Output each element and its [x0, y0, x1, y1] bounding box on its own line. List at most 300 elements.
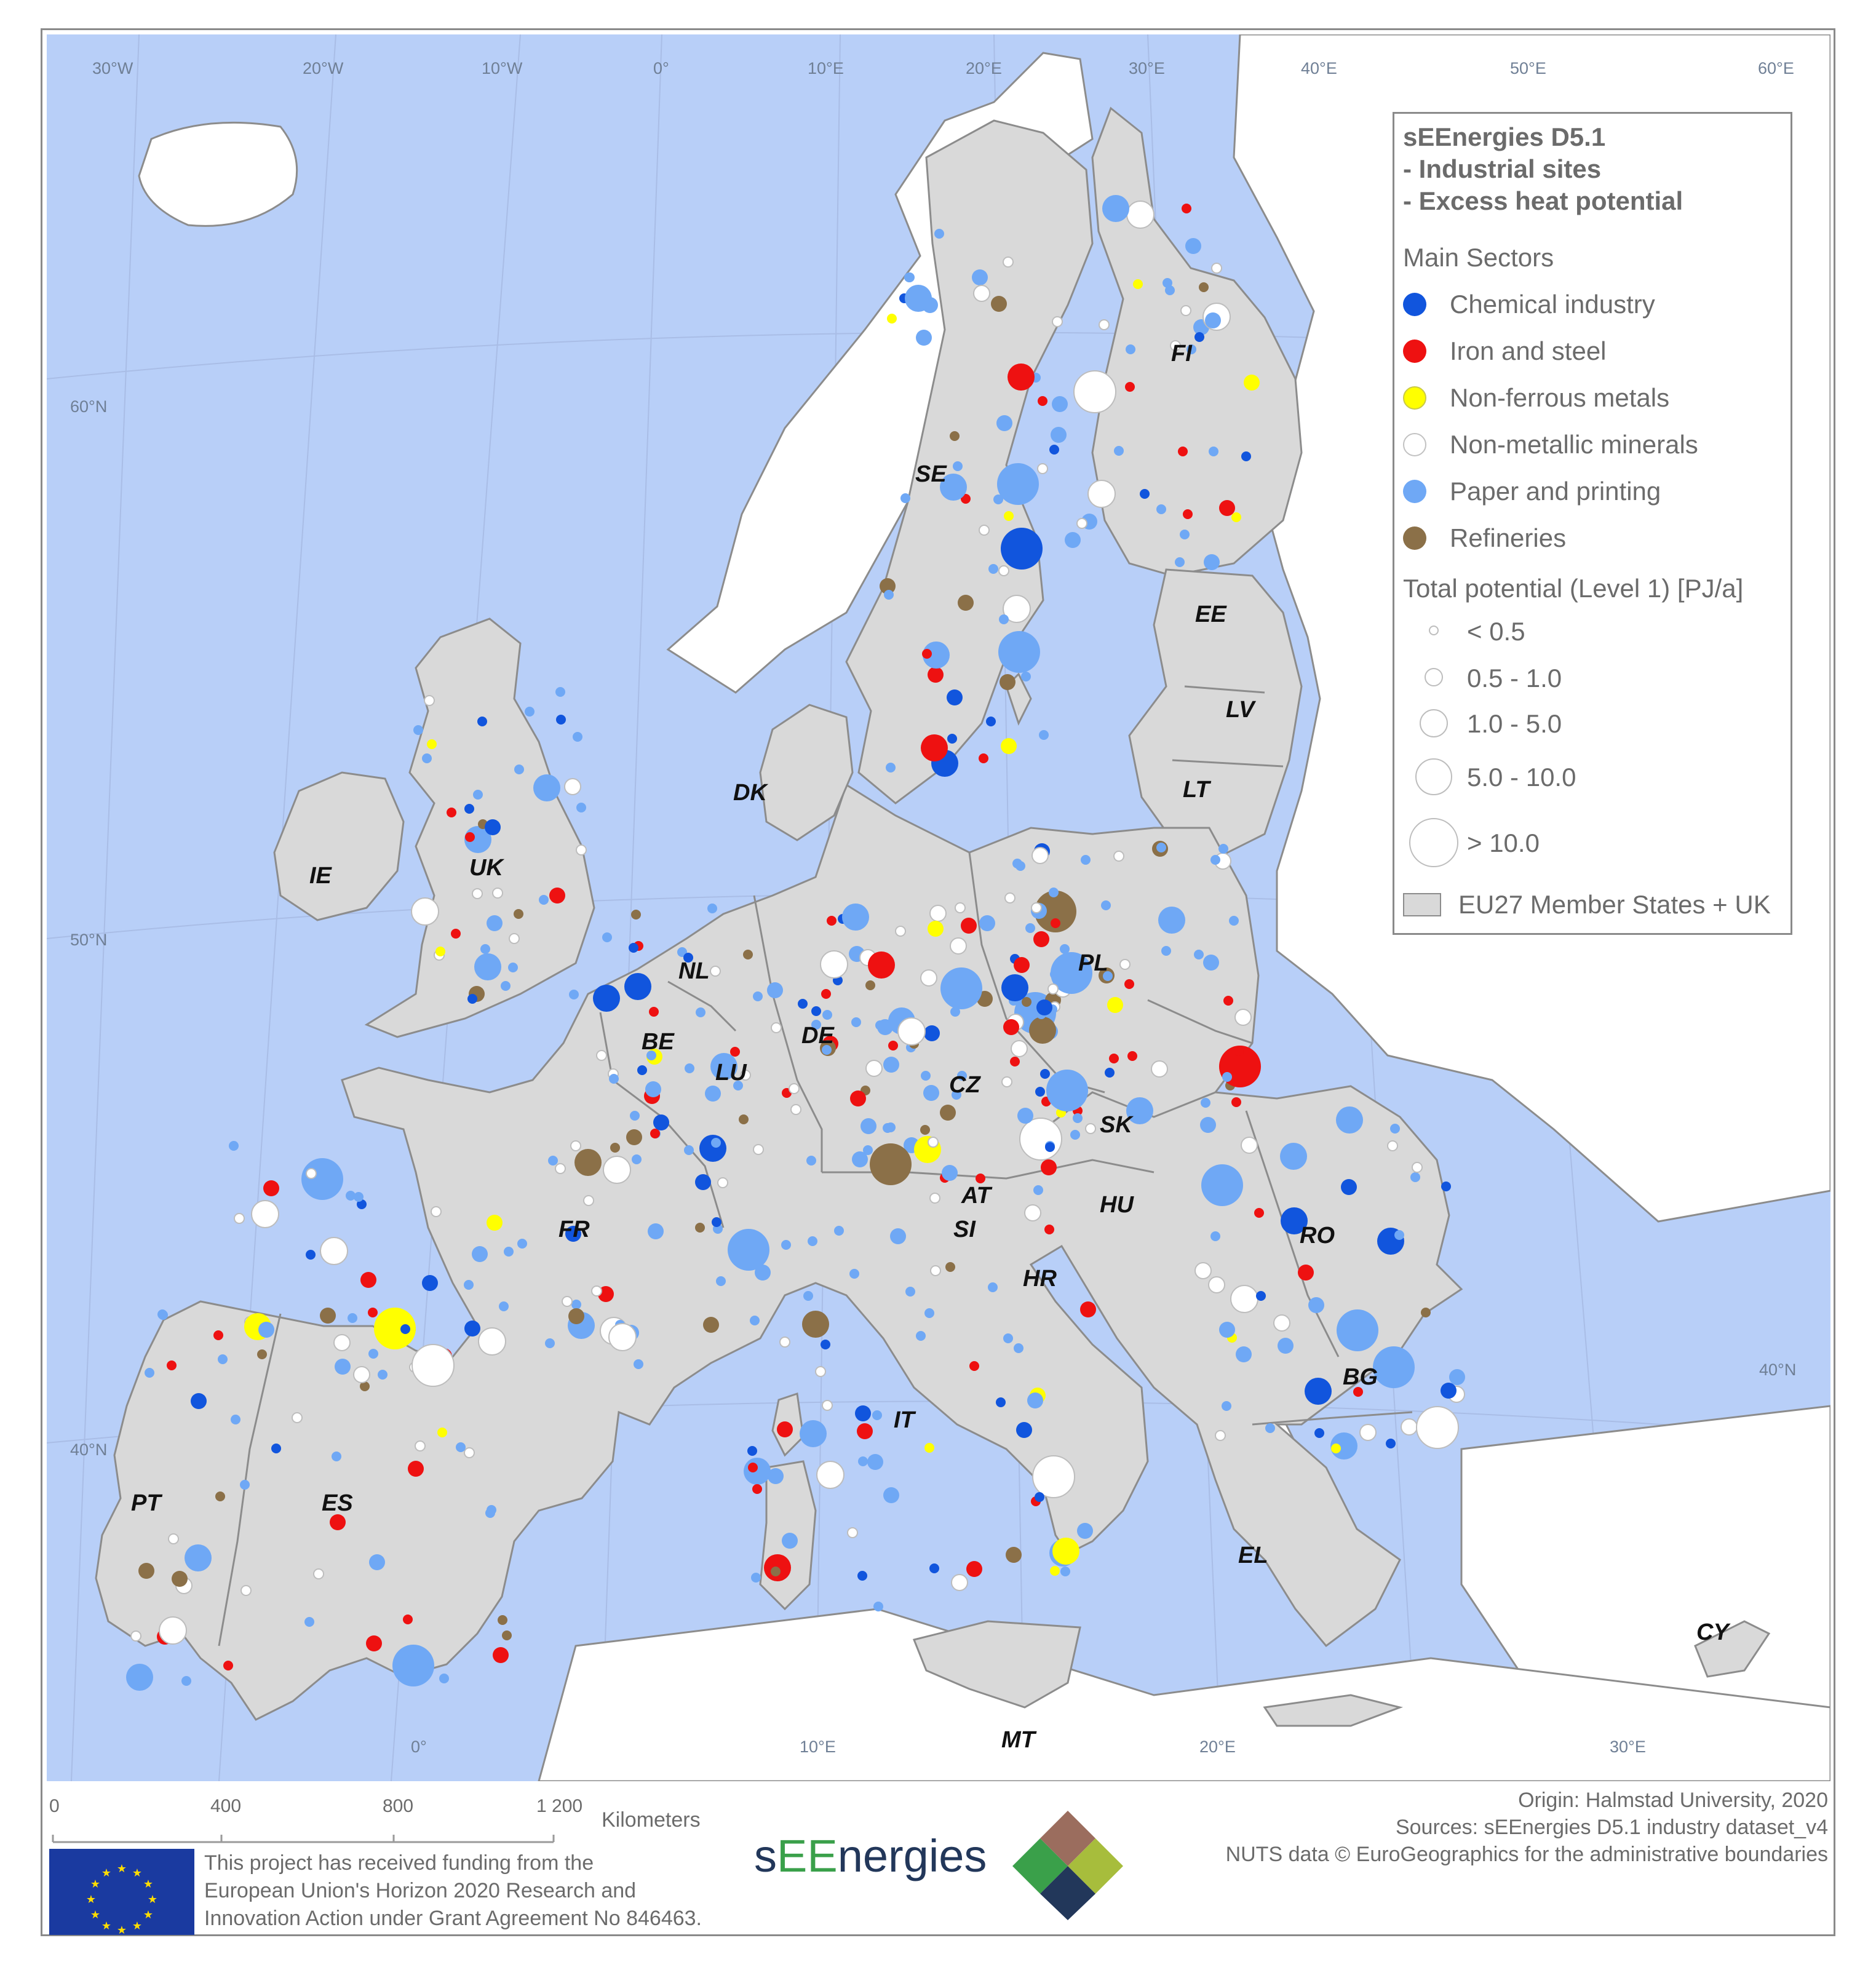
nonferrous-site-marker	[1004, 511, 1014, 521]
paper-site-marker	[514, 765, 524, 774]
paper-site-marker	[422, 753, 432, 763]
graticule-bottom-label: 10°E	[800, 1738, 836, 1756]
paper-site-marker	[921, 1071, 931, 1081]
nonferrous-site-marker	[1107, 997, 1123, 1013]
paper-site-marker	[185, 1544, 212, 1571]
steel-site-marker	[649, 1007, 659, 1017]
chemical-site-marker	[712, 1217, 721, 1227]
svg-text:★: ★	[85, 1893, 97, 1906]
graticule-top-label: 0°	[653, 59, 669, 77]
minerals-site-marker	[1215, 1431, 1225, 1440]
minerals-site-marker	[306, 1169, 316, 1178]
paper-site-marker	[923, 1085, 939, 1101]
nonferrous-site-marker	[1050, 1566, 1060, 1576]
paper-site-marker	[916, 1331, 926, 1341]
paper-site-marker	[1046, 1070, 1088, 1111]
chemical-site-marker	[1194, 332, 1204, 342]
size-circle-icon	[1409, 818, 1458, 867]
paper-site-marker	[858, 1456, 868, 1466]
nonferrous-site-marker	[887, 314, 897, 324]
legend-size-item	[1403, 659, 1562, 696]
country-label: BG	[1343, 1364, 1378, 1390]
steel-site-marker	[1041, 1159, 1057, 1175]
chemical-site-marker	[1105, 1068, 1115, 1078]
svg-text:★: ★	[143, 1908, 154, 1921]
paper-site-marker	[860, 1118, 876, 1134]
chemical-site-marker	[1341, 1179, 1357, 1195]
paper-site-marker	[707, 904, 717, 913]
refinery-site-marker	[703, 1317, 719, 1333]
paper-site-marker	[1156, 504, 1166, 514]
paper-site-marker	[126, 1664, 153, 1691]
minerals-site-marker	[1002, 1077, 1012, 1087]
steel-site-marker	[213, 1330, 223, 1340]
minerals-site-marker	[592, 1286, 602, 1296]
steel-site-marker	[1038, 396, 1047, 406]
chemical-site-marker	[1441, 1383, 1457, 1399]
legend-sector-label: Chemical industry	[1450, 290, 1655, 319]
credit-origin: Origin: Halmstad University, 2020	[1518, 1789, 1828, 1812]
paper-site-marker	[555, 687, 565, 697]
minerals-site-marker	[464, 1448, 474, 1458]
paper-site-marker	[905, 1287, 915, 1297]
steel-site-marker	[827, 916, 837, 926]
refinery-site-marker	[771, 1567, 781, 1576]
legend-member-states-item	[1403, 886, 1771, 923]
paper-site-marker	[304, 1617, 314, 1627]
minerals-site-marker	[866, 1060, 882, 1076]
paper-site-marker	[1280, 1143, 1307, 1170]
paper-site-marker	[886, 1122, 896, 1132]
minerals-site-marker	[252, 1201, 279, 1228]
paper-site-marker	[1201, 1098, 1210, 1108]
minerals-site-marker	[955, 903, 965, 913]
steel-site-marker	[167, 1360, 177, 1370]
chemical-site-marker	[1314, 1428, 1324, 1438]
steel-site-marker	[360, 1272, 376, 1288]
steel-site-marker	[451, 929, 461, 939]
paper-site-marker	[439, 1674, 449, 1683]
steel-site-marker	[1234, 1046, 1244, 1056]
nonferrous-site-marker	[924, 1443, 934, 1453]
minerals-site-marker	[562, 1297, 572, 1306]
nonferrous-site-marker	[487, 1215, 503, 1231]
paper-site-marker	[157, 1309, 167, 1319]
paper-site-marker	[1081, 855, 1091, 865]
paper-site-marker	[998, 631, 1040, 673]
nonferrous-site-marker	[928, 921, 944, 937]
paper-site-marker	[634, 1359, 643, 1369]
paper-site-marker	[979, 915, 995, 931]
minerals-site-marker	[1388, 1141, 1397, 1151]
paper-site-marker	[822, 1010, 832, 1020]
paper-site-marker	[348, 1313, 357, 1323]
minerals-site-marker	[930, 905, 946, 921]
paper-site-marker	[260, 1324, 270, 1333]
minerals-site-marker	[431, 1207, 441, 1217]
paper-site-marker	[1229, 916, 1239, 926]
chemical-site-marker	[857, 1571, 867, 1581]
legend-size-label: 0.5 - 1.0	[1467, 664, 1562, 693]
paper-site-marker	[1201, 1164, 1243, 1206]
minerals-site-marker	[921, 970, 937, 986]
refinery-site-marker	[138, 1563, 154, 1579]
nonferrous-site-marker	[1133, 279, 1143, 289]
minerals-site-marker	[1181, 306, 1191, 316]
chemical-site-marker	[1386, 1439, 1396, 1448]
minerals-site-marker	[1114, 851, 1124, 861]
minerals-site-marker	[584, 1196, 594, 1205]
paper-site-marker	[1194, 950, 1204, 959]
paper-site-marker	[229, 1141, 239, 1151]
country-label: IE	[309, 863, 332, 889]
chemical-site-marker	[855, 1405, 871, 1421]
chemical-site-marker	[947, 689, 963, 705]
steel-site-marker	[857, 1423, 873, 1439]
paper-site-marker	[767, 982, 783, 998]
paper-site-marker	[1236, 1346, 1252, 1362]
steel-site-marker	[1231, 1097, 1241, 1107]
minerals-site-marker	[241, 1586, 251, 1595]
paper-site-marker	[997, 463, 1039, 505]
chemical-site-marker	[924, 1025, 940, 1041]
minerals-site-marker	[1025, 1205, 1041, 1221]
paper-site-marker	[504, 1247, 514, 1257]
chemical-site-marker	[1035, 1492, 1044, 1502]
svg-text:★: ★	[132, 1920, 143, 1932]
chemical-site-marker	[400, 1324, 410, 1334]
paper-site-marker	[1161, 946, 1171, 956]
paper-site-marker	[1065, 532, 1081, 548]
paper-site-marker	[716, 1276, 726, 1286]
steel-site-marker	[752, 1484, 762, 1494]
paper-site-marker	[696, 1007, 705, 1017]
paper-site-marker	[842, 904, 869, 931]
steel-site-marker	[928, 667, 944, 683]
minerals-site-marker	[493, 888, 503, 898]
scale-unit-label: Kilometers	[602, 1808, 701, 1832]
paper-site-marker	[1070, 1130, 1080, 1140]
nonferrous-site-marker	[427, 739, 437, 749]
legend-size-label: 1.0 - 5.0	[1467, 709, 1562, 738]
paper-site-marker	[1003, 1333, 1013, 1343]
chemical-site-marker	[798, 999, 808, 1009]
chemical-site-marker	[1016, 1422, 1032, 1438]
paper-site-marker	[392, 1645, 434, 1686]
chemical-site-marker	[467, 994, 477, 1004]
country-label: NL	[678, 958, 710, 984]
minerals-site-marker	[1417, 1407, 1458, 1448]
nonferrous-site-marker	[435, 947, 445, 956]
refinery-site-marker	[870, 1143, 912, 1185]
paper-site-marker	[354, 1192, 364, 1202]
paper-site-marker	[1073, 1113, 1083, 1123]
minerals-site-marker	[1003, 257, 1013, 267]
refinery-site-marker	[739, 1114, 749, 1124]
paper-site-marker	[1222, 1401, 1231, 1411]
paper-site-marker	[1158, 907, 1185, 934]
paper-site-marker	[1218, 844, 1228, 854]
graticule-top-label: 20°W	[303, 59, 344, 77]
svg-text:★: ★	[116, 1862, 127, 1875]
svg-text:★: ★	[147, 1893, 158, 1906]
steel-site-marker	[730, 1047, 740, 1057]
scale-bar	[49, 1817, 627, 1848]
paper-site-marker	[781, 1240, 791, 1250]
graticule-top-label: 40°E	[1301, 59, 1337, 77]
steel-site-marker	[966, 1561, 982, 1577]
paper-site-marker	[834, 1226, 844, 1236]
country-label: DE	[801, 1023, 834, 1049]
scale-tick-label: 800	[383, 1796, 414, 1816]
refinery-site-marker	[502, 1630, 512, 1640]
legend-title-line: - Excess heat potential	[1403, 186, 1683, 215]
minerals-site-marker	[603, 1156, 630, 1183]
red-circle-icon	[1403, 340, 1426, 363]
graticule-bottom-label: 30°E	[1610, 1738, 1646, 1756]
paper-site-marker	[474, 953, 501, 980]
country-label: MT	[1001, 1727, 1035, 1753]
chemical-site-marker	[1036, 999, 1052, 1015]
refinery-site-marker	[574, 1149, 602, 1176]
steel-site-marker	[868, 951, 895, 979]
minerals-site-marker	[412, 1344, 454, 1386]
refinery-site-marker	[610, 1143, 620, 1153]
paper-site-marker	[851, 1017, 861, 1027]
blue-circle-icon	[1403, 293, 1426, 316]
legend-size-heading: Total potential (Level 1) [PJ/a]	[1403, 574, 1744, 603]
size-circle-icon	[1420, 709, 1448, 737]
legend-sector-label: Non-metallic minerals	[1450, 430, 1698, 459]
steel-site-marker	[821, 989, 831, 999]
paper-site-marker	[988, 1282, 998, 1292]
steel-site-marker	[1014, 957, 1030, 973]
paper-site-marker	[705, 1086, 721, 1102]
minerals-site-marker	[898, 1018, 925, 1045]
paper-site-marker	[378, 1370, 388, 1380]
minerals-site-marker	[1048, 984, 1058, 994]
minerals-site-marker	[710, 966, 720, 976]
graticule-top-label: 10°W	[482, 59, 523, 77]
chemical-site-marker	[271, 1444, 281, 1453]
paper-site-marker	[711, 1138, 721, 1148]
funding-text-line: European Union's Horizon 2020 Research and	[204, 1879, 637, 1902]
steel-site-marker	[263, 1180, 279, 1196]
chemical-site-marker	[306, 1250, 316, 1260]
svg-text:★: ★	[90, 1878, 101, 1891]
steel-site-marker	[969, 1361, 979, 1371]
paper-site-marker	[900, 493, 910, 503]
minerals-site-marker	[1031, 903, 1041, 913]
refinery-site-marker	[991, 296, 1007, 312]
paper-site-marker	[332, 1452, 341, 1461]
steel-site-marker	[1183, 509, 1193, 519]
minerals-site-marker	[753, 1145, 763, 1154]
steel-site-marker	[1127, 1051, 1137, 1061]
credit-sources: Sources: sEEnergies D5.1 industry dataset_v4	[1395, 1816, 1828, 1839]
paper-site-marker	[539, 895, 549, 905]
chemical-site-marker	[464, 1321, 480, 1337]
graticule-top-label: 30°W	[92, 59, 133, 77]
brown-circle-icon	[1403, 526, 1426, 550]
steel-site-marker	[465, 832, 475, 842]
paper-site-marker	[1209, 447, 1218, 456]
legend-size-item	[1403, 752, 1576, 801]
graticule-left-label: 40°N	[70, 1440, 108, 1459]
graticule-top-label: 60°E	[1758, 59, 1794, 77]
minerals-site-marker	[1151, 1061, 1167, 1077]
paper-site-marker	[1185, 238, 1201, 254]
refinery-site-marker	[514, 909, 523, 919]
paper-site-marker	[1200, 1117, 1216, 1133]
paper-site-marker	[905, 285, 932, 312]
paper-site-marker	[685, 1063, 694, 1073]
minerals-site-marker	[1195, 1263, 1211, 1279]
chemical-site-marker	[929, 1563, 939, 1573]
refinery-site-marker	[950, 431, 960, 441]
minerals-site-marker	[1074, 371, 1116, 413]
steel-site-marker	[1080, 1301, 1096, 1317]
paper-site-marker	[648, 1223, 664, 1239]
paper-site-marker	[1265, 1423, 1275, 1433]
country-label: DK	[733, 780, 767, 806]
svg-text:★: ★	[116, 1924, 127, 1935]
nonferrous-site-marker	[1244, 375, 1260, 391]
minerals-site-marker	[974, 285, 990, 301]
paper-site-marker	[1052, 396, 1068, 412]
paper-site-marker	[849, 1269, 859, 1279]
funding-text-line: Innovation Action under Grant Agreement No 846463.	[204, 1907, 702, 1930]
country-label: UK	[469, 855, 503, 881]
minerals-site-marker	[1032, 848, 1048, 864]
refinery-site-marker	[1006, 1547, 1022, 1563]
minerals-site-marker	[817, 1461, 844, 1488]
paper-site-marker	[996, 415, 1012, 431]
minerals-site-marker	[928, 1137, 938, 1147]
steel-site-marker	[1254, 1208, 1264, 1218]
paper-site-marker	[988, 564, 998, 574]
paper-site-marker	[480, 944, 490, 954]
paper-site-marker	[602, 932, 612, 942]
paper-site-marker	[999, 614, 1009, 624]
minerals-site-marker	[1077, 518, 1087, 528]
country-label: EL	[1238, 1543, 1268, 1568]
refinery-site-marker	[172, 1571, 188, 1587]
steel-site-marker	[1010, 1057, 1020, 1066]
country-label: PT	[131, 1490, 161, 1516]
paper-site-marker	[231, 1415, 240, 1424]
steel-site-marker	[976, 1174, 985, 1183]
paper-site-marker	[548, 1156, 558, 1166]
legend-sector-item	[1403, 473, 1661, 510]
country-label: PL	[1078, 950, 1108, 976]
paper-site-marker	[1077, 1523, 1093, 1539]
paper-site-marker	[993, 495, 1003, 504]
minerals-site-marker	[1033, 1456, 1075, 1498]
graticule-bottom-label: 0°	[411, 1738, 427, 1756]
svg-text:★: ★	[143, 1878, 154, 1891]
steel-site-marker	[1298, 1265, 1314, 1281]
steel-site-marker	[366, 1635, 382, 1651]
legend-member-states-label: EU27 Member States + UK	[1458, 890, 1771, 919]
paper-site-marker	[924, 1308, 934, 1318]
refinery-site-marker	[940, 1105, 956, 1121]
country-label: SE	[915, 461, 947, 487]
size-circle-icon	[1429, 626, 1439, 635]
paper-site-marker	[1101, 900, 1111, 910]
minerals-site-marker	[597, 1051, 606, 1060]
minerals-site-marker	[565, 779, 581, 795]
country-label: HU	[1100, 1192, 1134, 1218]
minerals-site-marker	[952, 1575, 968, 1591]
refinery-site-marker	[802, 1311, 829, 1338]
paper-site-marker	[1180, 530, 1190, 539]
steel-site-marker	[921, 734, 948, 761]
paper-site-marker	[630, 1111, 640, 1121]
paper-site-marker	[867, 1454, 883, 1470]
paper-site-marker	[508, 963, 518, 972]
svg-text:★: ★	[101, 1920, 112, 1932]
graticule-left-label: 50°N	[70, 931, 108, 949]
minerals-site-marker	[1412, 1162, 1422, 1172]
minerals-site-marker	[1099, 320, 1109, 330]
graticule-top-label: 10°E	[808, 59, 844, 77]
paper-site-marker	[464, 1280, 474, 1290]
paper-site-marker	[645, 1081, 661, 1097]
country-label: EE	[1195, 602, 1226, 627]
chemical-site-marker	[1241, 451, 1251, 461]
size-circle-icon	[1415, 758, 1452, 795]
minerals-site-marker	[131, 1631, 141, 1641]
minerals-site-marker	[1235, 1009, 1251, 1025]
paper-site-marker	[1394, 1230, 1404, 1240]
scale-tick-label: 0	[49, 1796, 60, 1816]
paper-site-marker	[1049, 888, 1059, 897]
graticule-top-label: 30°E	[1129, 59, 1165, 77]
minerals-site-marker	[931, 1266, 940, 1276]
minerals-site-marker	[848, 1528, 857, 1538]
chemical-site-marker	[637, 1065, 647, 1075]
paper-site-marker	[886, 763, 896, 773]
paper-site-marker	[569, 990, 579, 999]
paper-site-marker	[782, 1533, 798, 1549]
refinery-site-marker	[958, 595, 974, 611]
paper-site-marker	[487, 915, 503, 931]
minerals-site-marker	[314, 1569, 324, 1579]
graticule-top-label: 50°E	[1510, 59, 1546, 77]
country-label: SI	[953, 1217, 976, 1242]
chemical-site-marker	[485, 819, 501, 835]
minerals-site-marker	[1212, 263, 1222, 273]
paper-site-marker	[533, 774, 560, 801]
chemical-site-marker	[653, 1114, 669, 1130]
steel-site-marker	[223, 1661, 233, 1670]
paper-site-marker	[1027, 1392, 1043, 1408]
paper-site-marker	[1219, 1322, 1235, 1338]
chemical-site-marker	[464, 804, 474, 814]
steel-site-marker	[403, 1615, 413, 1624]
country-label: SK	[1100, 1112, 1132, 1138]
paper-site-marker	[571, 1300, 581, 1309]
minerals-site-marker	[1005, 893, 1015, 903]
minerals-site-marker	[1127, 201, 1154, 228]
steel-site-marker	[888, 1041, 898, 1051]
steel-site-marker	[961, 918, 977, 934]
chemical-site-marker	[593, 985, 620, 1012]
paper-site-marker	[890, 1228, 906, 1244]
chemical-site-marker	[477, 717, 487, 726]
refinery-site-marker	[631, 910, 641, 919]
